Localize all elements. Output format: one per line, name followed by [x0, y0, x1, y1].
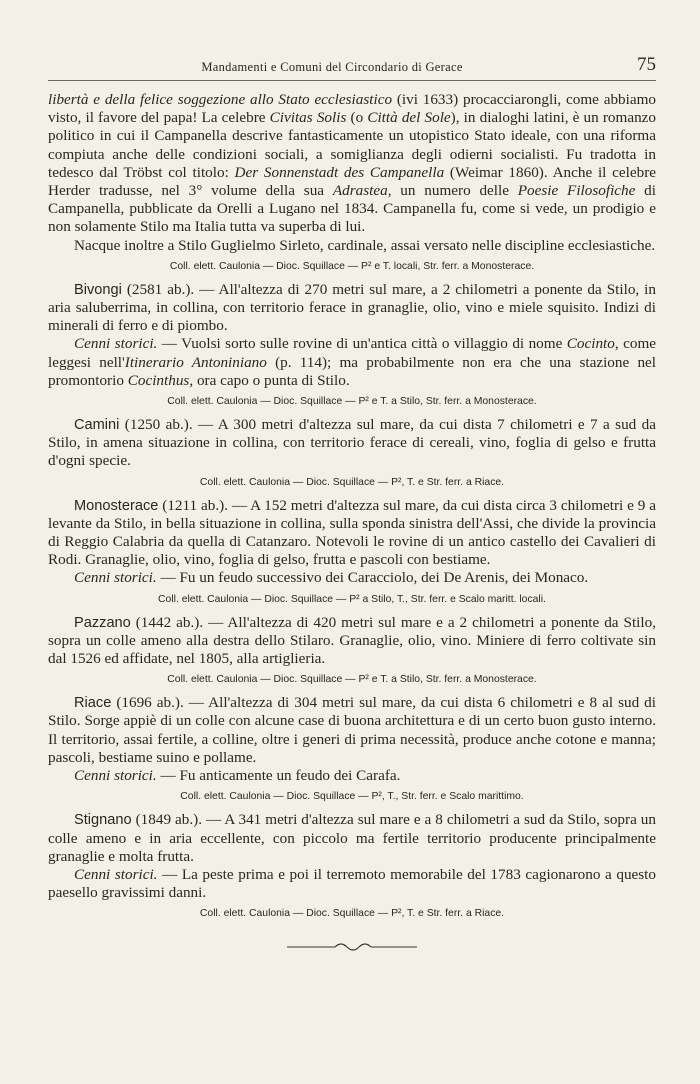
comune-entry [48, 614, 656, 669]
intro-paragraph [48, 91, 656, 237]
comune-name: Camini [74, 417, 120, 434]
italic-text: libertà e della felice soggezione allo Stato ecclesiastico [48, 91, 393, 108]
text-run: (p. 114); ma probabilmente non era che una stazione nel promontorio [48, 353, 656, 389]
text-run: (ivi 1633) procacciarongli, come abbiamo visto, il favore del papa! La celebre [48, 91, 657, 127]
text-run: (1849 ab.). — A 341 metri d'altezza sul mare e a 8 chilometri a sud da Stilo, sopra un colle ameno e in aria eccellente, con piccolo ma fertile territorio producente principalmente granaglie e molta frutta. [48, 811, 656, 865]
text-run: (1211 ab.). — A 152 metri d'altezza sul mare, da cui dista circa 3 chilometri e 9 a levante da Stilo, in bella situazione in collina, sulla sponda sinistra dell'Assi, che divide la provincia di Reggio Calabria da quella di Catanzaro. Notevoli le rovine di un antico castello dei Cavalieri di Rodi. Granaglie, olio, vino, foglia di gelso, frutta e pascoli con bestiame. [48, 496, 656, 569]
collegio-line: Coll. elett. Caulonia — Dioc. Squillace — P², T. e Str. ferr. a Riace. [199, 908, 505, 920]
text-run: (Weimar 1860). Anche il celebre Herder tradusse, nel 3° volume della sua [48, 163, 656, 200]
cenni-storici [48, 335, 656, 390]
text-run: , un numero delle [387, 182, 518, 200]
page-number: 75 [637, 54, 656, 75]
collegio-line: Coll. elett. Caulonia — Dioc. Squillace — P² e T. a Stilo, Str. ferr. a Monosterace. [167, 674, 537, 686]
comune-name: Monosterace [74, 497, 159, 514]
italic-text: Itinerario Antoniniano [124, 353, 267, 371]
italic-text: Cocinto [566, 335, 615, 353]
collegio-line: Coll. elett. Caulonia — Dioc. Squillace — P², T., Str. ferr. e Scalo marittimo. [180, 791, 524, 803]
comune-entry [48, 497, 656, 570]
text-run: (1250 ab.). — A 300 metri d'altezza sul mare, da cui dista 7 chilometri e 7 a sud da Stilo, in amena situazione in collina, con territorio ferace di cereali, vino, foglia di gelso e frutta d'ogni specie. [48, 416, 656, 470]
cenni-storici [48, 767, 656, 785]
comune-entry [48, 694, 656, 767]
italic-text: Città del Sole [367, 109, 451, 127]
text-run: (1696 ab.). — All'altezza di 304 metri sul mare, da cui dista 6 chilometri e 8 al sud di Stilo. Sorge appiè di un colle con alcune case di buona architettura e di un certo buon gusto interno. Il territorio, assai fertile, a colline, oltre i generi di prima necessità, produce anche cotone e manna; pascoli, bestiame suino e pollame. [48, 694, 656, 766]
cenni-storici [48, 866, 656, 902]
text-run: — La peste prima e poi il terremoto memorabile del 1783 cagionarono a questo paesello gravissimi danni. [48, 865, 657, 902]
italic-text: Cocinthus [127, 371, 190, 389]
collegio-line: Coll. elett. Caulonia — Dioc. Squillace — P², T. e Str. ferr. a Riace. [199, 476, 505, 488]
italic-text: Civitas Solis [269, 109, 347, 127]
text-run: — Fu anticamente un feudo dei Carafa. [156, 767, 401, 785]
page-header [48, 54, 656, 81]
italic-text: Adrastea [332, 182, 388, 200]
ornament-flourish-icon [287, 942, 417, 952]
body-text [48, 91, 656, 921]
collegio-line: Coll. elett. Caulonia — Dioc. Squillace — P² e T. locali, Str. ferr. a Monosterace. [169, 260, 535, 272]
text-run: ), in dialoghi latini, è un romanzo politico in cui il Campanella descrive fantasticamente un utopistico Stato ideale, con una riforma compiuta anche delle condizioni sociali, a somiglianza degli odierni socialisti. Fu tradotta in tedesco dal Tröbst col titolo: [48, 109, 657, 181]
text-run: , come leggesi nell' [48, 335, 657, 371]
italic-text: Cenni storici. [74, 335, 158, 353]
comune-entry [48, 281, 656, 336]
text-run: (o [346, 109, 368, 127]
text-run: Nacque inoltre a Stilo Guglielmo Sirleto, cardinale, assai versato nelle discipline ecclesiastiche. [74, 236, 656, 254]
italic-text: Cenni storici. [74, 865, 158, 883]
italic-text: Cenni storici. [74, 767, 157, 785]
comune-entry [48, 416, 656, 471]
cenni-storici [48, 569, 656, 587]
text-run: , ora capo o punta di Stilo. [189, 371, 350, 389]
entries-list [48, 281, 656, 921]
comune-entry [48, 811, 656, 866]
collegio-line: Coll. elett. Caulonia — Dioc. Squillace — P² a Stilo, T., Str. ferr. e Scalo maritt. locali. [158, 593, 546, 605]
comune-name: Pazzano [74, 614, 131, 631]
comune-name: Stignano [74, 812, 132, 829]
text-run: — Fu un feudo successivo dei Caracciolo, dei De Arenis, dei Monaco. [156, 569, 589, 587]
end-ornament [48, 939, 656, 957]
collegio-line: Coll. elett. Caulonia — Dioc. Squillace — P² e T. a Stilo, Str. ferr. a Monosterace. [167, 396, 537, 408]
intro-paragraph [48, 237, 656, 255]
running-title: Mandamenti e Comuni del Circondario di Gerace [201, 60, 463, 74]
italic-text: Der Sonnenstadt des Campanella [234, 163, 445, 181]
book-page [48, 54, 656, 957]
text-run: (2581 ab.). — All'altezza di 270 metri sul mare, a 2 chilometri a ponente da Stilo, in aria saluberrima, in collina, con territorio ferace in granaglie, olio, vino e miele squisito. Indizi di minerali di ferro e di piombo. [48, 280, 656, 335]
comune-name: Bivongi [74, 281, 122, 298]
text-run: (1442 ab.). — All'altezza di 420 metri sul mare e a 2 chilometri a ponente da Stilo, sopra un colle ameno alla destra dello Stilaro. Granaglie, olio, vino. Miniere di ferro coltivate sin dal 1526 ed affidate, nel 1805, alla artiglieria. [48, 613, 656, 668]
comune-name: Riace [74, 695, 112, 712]
italic-text: Poesie Filosofiche [517, 182, 636, 200]
text-run: di Campanella, pubblicate da Orelli a Lugano nel 1834. Campanella fu, come si vede, un prodigio e non solamente Stilo ma Italia tutta va superba di lui. [48, 182, 656, 236]
text-run: — Vuolsi sorto sulle rovine di un'antica città o villaggio di nome [157, 335, 567, 353]
italic-text: Cenni storici. [74, 569, 157, 587]
